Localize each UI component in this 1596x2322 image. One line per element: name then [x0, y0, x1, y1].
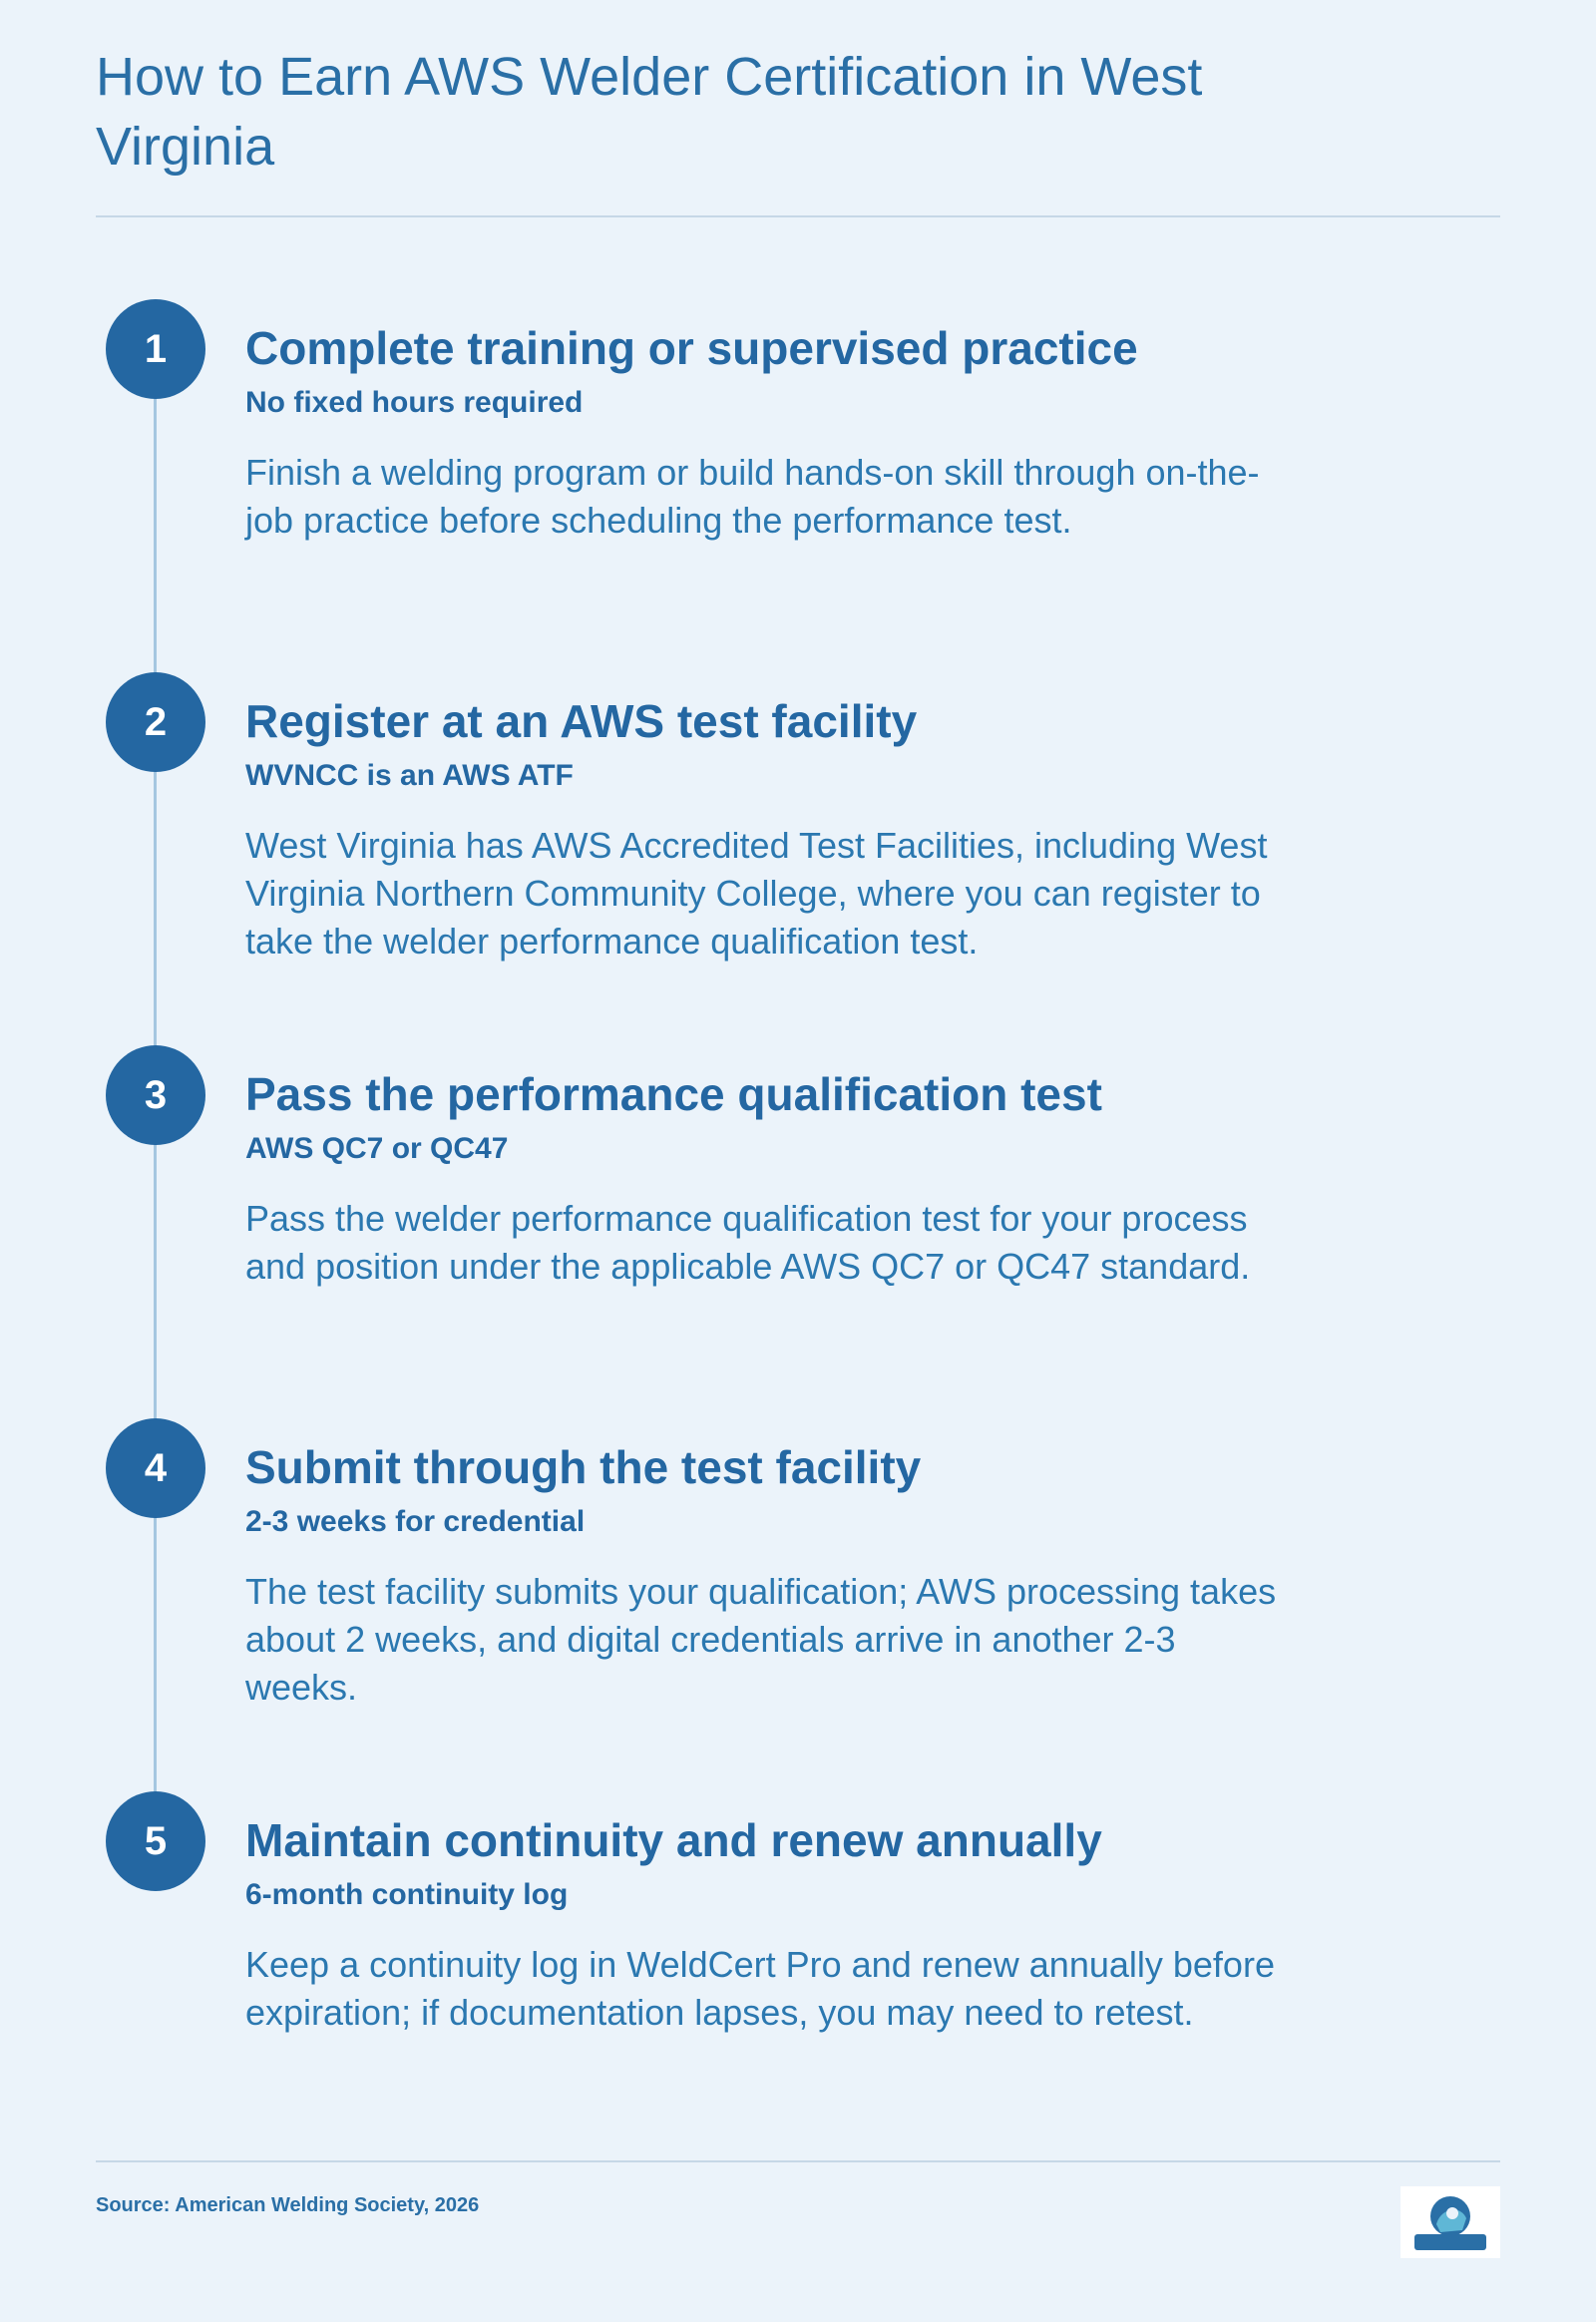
step-description: The test facility submits your qualification; AWS processing takes about 2 weeks, and digital credentials arrive in another 2-3 weeks. — [245, 1571, 1277, 1708]
step-title: Submit through the test facility — [245, 1441, 922, 1493]
step-description: Keep a continuity log in WeldCert Pro and renew annually before expiration; if documentation lapses, you may need to retest. — [245, 1944, 1275, 2033]
step-description: West Virginia has AWS Accredited Test Facilities, including West Virginia Northern Community College, where you can register to take the welder performance qualification test. — [245, 825, 1268, 962]
step-description: Pass the welder performance qualification test for your process and position under the applicable AWS QC7 or QC47 standard. — [245, 1198, 1251, 1287]
step-subtitle: AWS QC7 or QC47 — [245, 1132, 509, 1165]
step-subtitle: 6-month continuity log — [245, 1878, 569, 1911]
gowelding-logo — [1400, 2186, 1500, 2258]
source-note: Source: American Welding Society, 2026 — [96, 2194, 480, 2216]
step-item — [0, 299, 1596, 672]
step-item — [0, 672, 1596, 1045]
step-item — [0, 1791, 1596, 2164]
footer-divider — [96, 2160, 1500, 2162]
step-number-badge: 3 — [106, 1045, 205, 1145]
step-number-badge: 5 — [106, 1791, 205, 1891]
step-title: Pass the performance qualification test — [245, 1068, 1102, 1120]
step-number-badge: 2 — [106, 672, 205, 772]
step-title: Maintain continuity and renew annually — [245, 1814, 1102, 1866]
step-subtitle: 2-3 weeks for credential — [245, 1505, 586, 1538]
step-title: Register at an AWS test facility — [245, 695, 918, 747]
step-title: Complete training or supervised practice — [245, 322, 1138, 374]
step-item — [0, 1045, 1596, 1418]
step-subtitle: WVNCC is an AWS ATF — [245, 759, 574, 792]
step-number-badge: 4 — [106, 1418, 205, 1518]
welder-mascot-icon — [1400, 2186, 1500, 2258]
step-number-badge: 1 — [106, 299, 205, 399]
step-description: Finish a welding program or build hands-on skill through on-the-job practice before scheduling the performance test. — [245, 452, 1260, 541]
header-divider — [96, 215, 1500, 217]
page-title: How to Earn AWS Welder Certification in West Virginia — [96, 47, 1203, 177]
step-item — [0, 1418, 1596, 1791]
step-subtitle: No fixed hours required — [245, 386, 584, 419]
